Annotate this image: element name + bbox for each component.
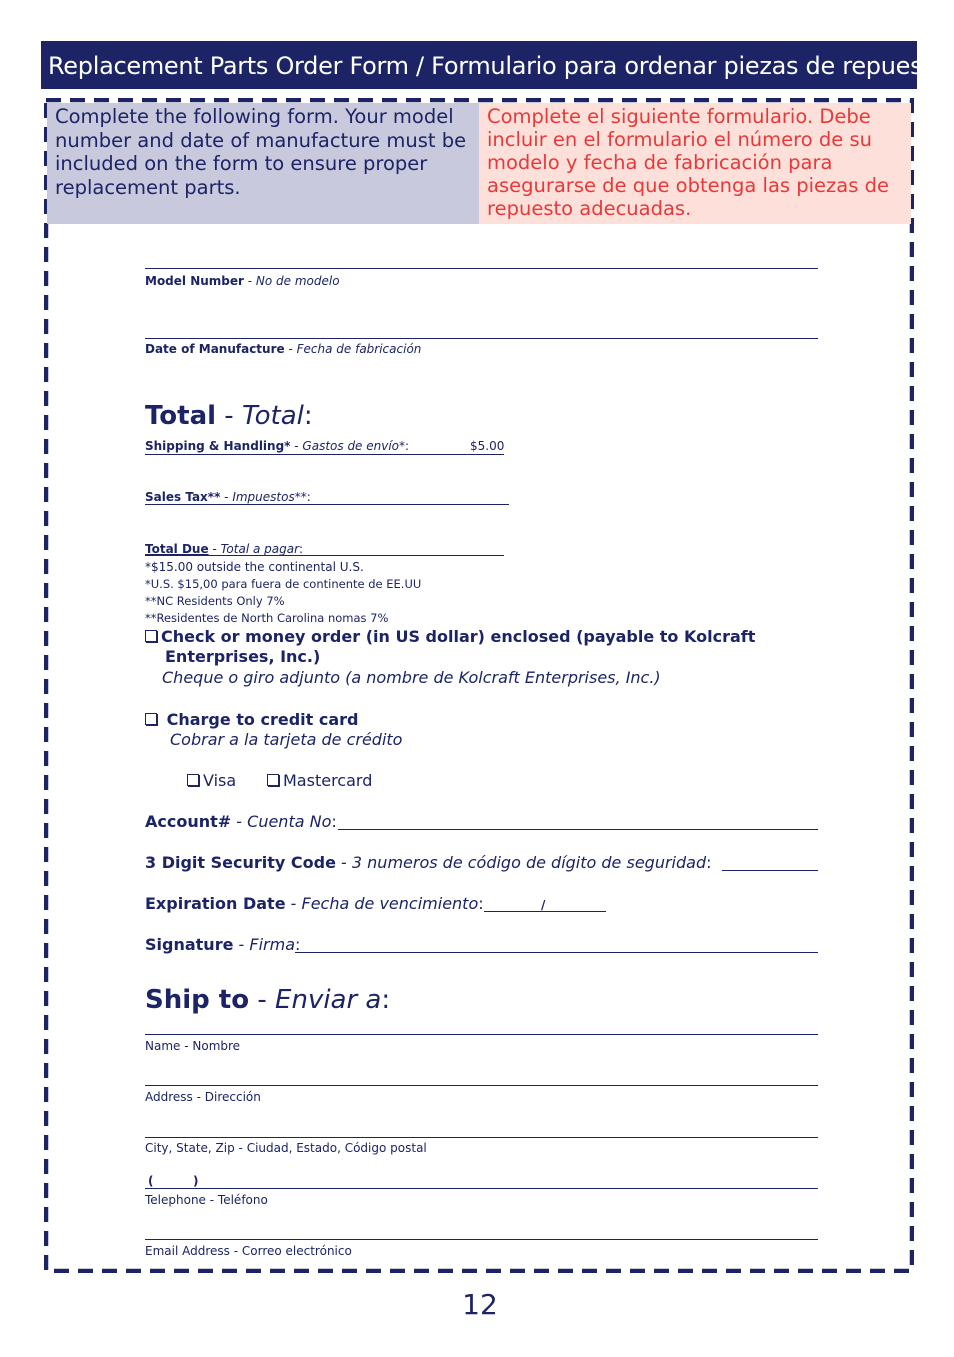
checkbox-icon[interactable] xyxy=(145,630,157,642)
credit-card-spanish: Cobrar a la tarjeta de crédito xyxy=(170,730,403,749)
email-label: Email Address - Correo electrónico xyxy=(145,1244,352,1258)
credit-card-option[interactable]: Charge to credit card xyxy=(145,710,359,729)
check-option[interactable]: Check or money order (in US dollar) enclosed (payable to Kolcraft xyxy=(145,627,755,646)
note-line: **NC Residents Only 7% xyxy=(145,594,285,608)
name-field[interactable] xyxy=(145,1034,818,1035)
page-number: 12 xyxy=(462,1288,498,1321)
expiration-separator: / xyxy=(541,898,546,912)
name-label: Name - Nombre xyxy=(145,1039,241,1053)
sales-tax-row[interactable]: Sales Tax** - Impuestos**: xyxy=(145,490,509,505)
model-number-field[interactable] xyxy=(145,268,818,269)
checkbox-icon[interactable] xyxy=(267,774,279,786)
checkbox-icon[interactable] xyxy=(187,774,199,786)
ship-to-heading: Ship to - Enviar a: xyxy=(145,985,391,1015)
note-line: *$15.00 outside the continental U.S. xyxy=(145,560,364,574)
model-number-label: Model Number - No de modelo xyxy=(145,274,340,288)
total-heading: Total - Total: xyxy=(145,401,313,431)
visa-option[interactable]: Visa xyxy=(187,771,236,790)
account-field[interactable] xyxy=(338,829,818,830)
date-of-manufacture-field[interactable] xyxy=(145,338,818,339)
security-code-label: 3 Digit Security Code - 3 numeros de código de dígito de seguridad: xyxy=(145,853,712,872)
email-field[interactable] xyxy=(145,1239,818,1240)
signature-field[interactable] xyxy=(295,952,818,953)
signature-label: Signature - Firma: xyxy=(145,935,301,954)
checkbox-icon[interactable] xyxy=(145,713,157,725)
shipping-value: $5.00 xyxy=(470,439,505,453)
check-option-spanish: Cheque o giro adjunto (a nombre de Kolcraft Enterprises, Inc.) xyxy=(162,668,661,687)
phone-paren-open: ( xyxy=(148,1174,154,1188)
shipping-handling-row: Shipping & Handling* - Gastos de envío*: $5.00 xyxy=(145,439,505,453)
total-due-row[interactable]: Total Due - Total a pagar: xyxy=(145,542,504,556)
note-line: *U.S. $15,00 para fuera de continente de EE.UU xyxy=(145,577,422,591)
phone-paren-close: ) xyxy=(193,1174,199,1188)
check-option-line2: Enterprises, Inc.) xyxy=(165,647,321,666)
date-of-manufacture-label: Date of Manufacture - Fecha de fabricación xyxy=(145,342,422,356)
shipping-notes xyxy=(145,559,421,627)
address-field[interactable] xyxy=(145,1085,818,1086)
telephone-field[interactable] xyxy=(145,1188,818,1189)
address-label: Address - Dirección xyxy=(145,1090,261,1104)
telephone-label: Telephone - Teléfono xyxy=(145,1193,268,1207)
mastercard-option[interactable]: Mastercard xyxy=(267,771,372,790)
security-code-field[interactable] xyxy=(722,870,818,871)
intro-spanish: Complete el siguiente formulario. Debe incluir en el formulario el número de su modelo y fecha de fabricación para asegurarse de que obtenga las piezas de repuesto adecuadas. xyxy=(479,103,911,224)
city-state-zip-field[interactable] xyxy=(145,1137,818,1138)
account-label: Account# - Cuenta No: xyxy=(145,812,337,831)
city-state-zip-label: City, State, Zip - Ciudad, Estado, Código postal xyxy=(145,1141,427,1155)
note-line: **Residentes de North Carolina nomas 7% xyxy=(145,611,389,625)
form-title: Replacement Parts Order Form / Formulario para ordenar piezas de repuesto xyxy=(41,41,917,89)
expiration-label: Expiration Date - Fecha de vencimiento: xyxy=(145,894,484,913)
intro-english: Complete the following form. Your model number and date of manufacture must be included on the form to ensure proper replacement parts. xyxy=(47,103,479,224)
